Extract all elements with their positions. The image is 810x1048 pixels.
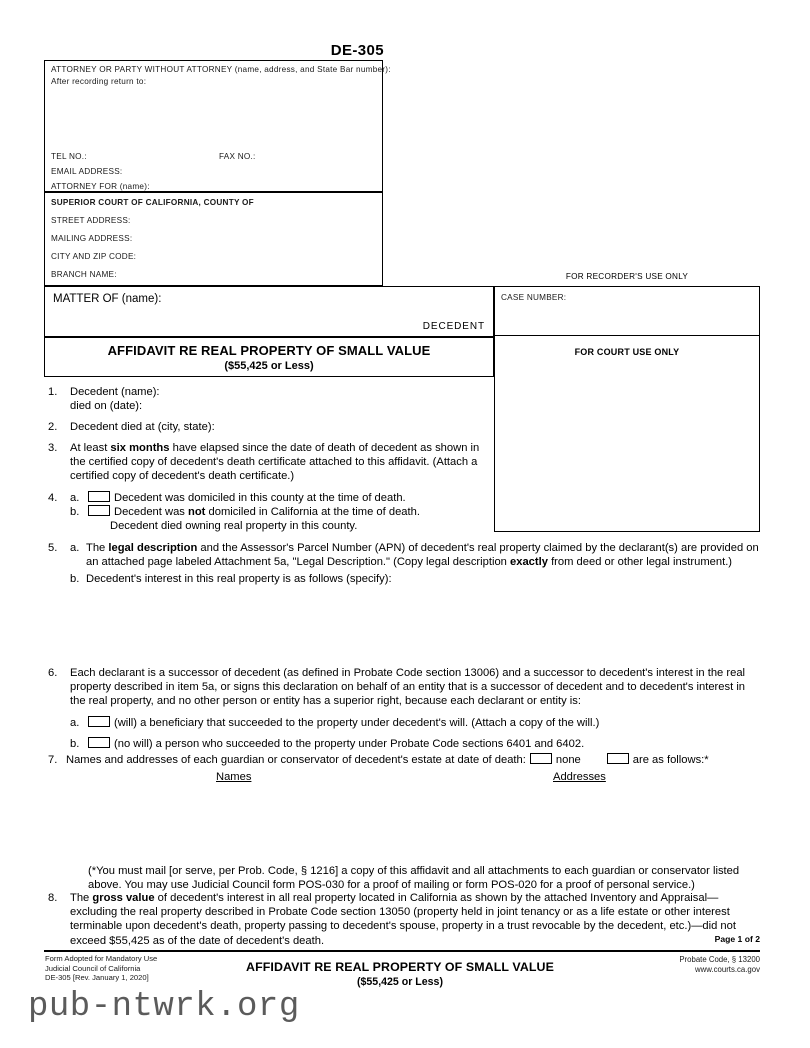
footer-form-subtitle: ($55,425 or Less) — [357, 976, 443, 988]
watermark-text: pub-ntwrk.org — [28, 988, 300, 1026]
item-5a-bold-legal-description: legal description — [108, 542, 198, 554]
item-5b-alpha: b. — [70, 573, 80, 586]
tel-no-label: TEL NO.: — [51, 152, 87, 161]
item-8-text-part2: of decedent's interest in all real property located in California as shown by the attached Inventory and Appraisal—excluding the real property described in Probate Code section 13050 (property held in joint tenancy or as a life estate or other interest terminable upon decedent's death, property passing to decedent's spouse, property in a trust revocable by the decedent, etc.)—did not exceed $55,425 as of the date of decedent's death. — [70, 892, 736, 947]
item-3 — [48, 441, 496, 484]
item-1-number: 1. — [48, 386, 58, 398]
attorney-for-label: ATTORNEY FOR (name): — [51, 182, 150, 191]
item-4b-checkbox[interactable] — [88, 505, 110, 516]
footer-divider — [44, 950, 760, 952]
item-3-bold-six-months: six months — [110, 442, 170, 454]
item-7 — [48, 753, 760, 784]
item-1-decedent-name-label: Decedent (name): — [70, 386, 160, 398]
after-recording-return-to-label: After recording return to: — [51, 77, 147, 86]
item-2-text: Decedent died at (city, state): — [70, 421, 215, 433]
footer-right-block — [679, 955, 760, 975]
footnote-text: (*You must mail [or serve, per Prob. Code, § 1216] a copy of this affidavit and all attachments to each guardian or conservator listed above. You may use Judicial Council form POS-030 for a proof of mailing or form POS-020 for a proof of personal service.) — [88, 865, 740, 892]
item-3-text-part1: At least — [70, 442, 111, 454]
item-2-number: 2. — [48, 421, 58, 433]
form-title-box — [44, 337, 494, 377]
item-6a-checkbox[interactable] — [88, 716, 110, 727]
item-6 — [48, 666, 760, 751]
item-7-are-as-follows-checkbox[interactable] — [607, 753, 629, 764]
item-2 — [48, 420, 478, 434]
item-7-addresses-column-header: Addresses — [553, 771, 606, 784]
item-6b-text: (no will) a person who succeeded to the property under Probate Code sections 6401 and 6402. — [114, 737, 585, 750]
item-4b-text-line2: Decedent died owning real property in this county. — [110, 520, 358, 533]
item-6b-checkbox[interactable] — [88, 737, 110, 748]
item-1-died-on-label: died on (date): — [70, 400, 143, 413]
item-3-text-part2: have elapsed since the date of death of decedent as shown in the certified copy of decedent's death certificate attached to this affidavit. (Attach a certified copy of decedent's death certificate.) — [70, 442, 480, 483]
footer-left-block — [45, 954, 157, 983]
form-title: AFFIDAVIT RE REAL PROPERTY OF SMALL VALUE — [107, 343, 431, 358]
item-6-text: Each declarant is a successor of decedent (as defined in Probate Code section 13006) and a successor to decedent's interest in the real property described in item 5a, or signs this declaration on behalf of an entity that is a successor of decedent and to decedent's interest in the real property, and no other person or entity has a superior right, because each declarant or entity is: — [70, 667, 746, 708]
attorney-box-header: ATTORNEY OR PARTY WITHOUT ATTORNEY (name, address, and State Bar number): — [51, 65, 391, 74]
item-8-bold-gross-value: gross value — [92, 892, 155, 904]
street-address-label: STREET ADDRESS: — [51, 216, 131, 225]
item-3-number: 3. — [48, 442, 58, 454]
item-5a-text-part2: and the Assessor's Parcel Number (APN) of decedent's real property claimed by the declarant(s) are provided on an attached page labeled Attachment 5a, "Legal Description." (Copy legal description — [86, 542, 759, 569]
item-4a-alpha: a. — [70, 492, 80, 504]
item-7-names-column-header: Names — [216, 771, 252, 784]
item-5a-bold-exactly: exactly — [510, 556, 548, 569]
footer-website: www.courts.ca.gov — [695, 965, 760, 974]
matter-of-box — [44, 286, 494, 337]
fax-no-label: FAX NO.: — [219, 152, 256, 161]
court-info-box — [44, 192, 383, 286]
item-1 — [48, 385, 478, 413]
item-6b-alpha: b. — [70, 737, 80, 750]
item-4b-text-part1: Decedent was — [114, 506, 189, 519]
court-use-box — [494, 286, 760, 532]
item-8-text-part1: The — [70, 892, 93, 904]
decedent-label: DECEDENT — [422, 321, 485, 332]
item-4a-checkbox[interactable] — [88, 491, 110, 502]
item-7-number: 7. — [48, 754, 58, 766]
item-4b-bold-not: not — [188, 506, 206, 519]
item-4a-text: Decedent was domiciled in this county at the time of death. — [114, 492, 406, 504]
footer-revision-line: DE-305 [Rev. January 1, 2020] — [45, 973, 149, 983]
item-4b-alpha: b. — [70, 506, 80, 519]
item-5a-text-part1: The — [86, 542, 109, 554]
branch-name-label: BRANCH NAME: — [51, 270, 117, 279]
footer-council-line: Judicial Council of California — [45, 963, 141, 973]
form-title-subtitle: ($55,425 or Less) — [224, 360, 314, 372]
superior-court-heading: SUPERIOR COURT OF CALIFORNIA, COUNTY OF — [51, 198, 254, 207]
form-number: DE-305 — [330, 42, 384, 59]
email-address-label: EMAIL ADDRESS: — [51, 167, 123, 176]
matter-of-label: MATTER OF (name): — [53, 293, 162, 305]
item-5a-alpha: a. — [70, 542, 80, 554]
city-zip-label: CITY AND ZIP CODE: — [51, 252, 137, 261]
item-8-number: 8. — [48, 892, 58, 904]
item-4-number: 4. — [48, 492, 58, 504]
item-5-number: 5. — [48, 542, 58, 554]
case-number-cell — [495, 287, 759, 336]
item-8 — [48, 891, 760, 948]
item-7-none-checkbox[interactable] — [530, 753, 552, 764]
footer-adopted-line: Form Adopted for Mandatory Use — [45, 954, 158, 963]
item-7-footnote — [88, 864, 760, 892]
item-6a-text: (will) a beneficiary that succeeded to the property under decedent's will. (Attach a copy of the will.) — [114, 716, 600, 729]
footer-probate-code: Probate Code, § 13200 — [679, 955, 760, 964]
case-number-label: CASE NUMBER: — [501, 293, 567, 302]
mailing-address-label: MAILING ADDRESS: — [51, 234, 133, 243]
for-court-use-only-label: FOR COURT USE ONLY — [574, 347, 680, 357]
footer-center-block — [150, 960, 650, 988]
page-number: Page 1 of 2 — [714, 934, 760, 944]
footer-form-title: AFFIDAVIT RE REAL PROPERTY OF SMALL VALUE — [246, 960, 554, 974]
item-5 — [48, 541, 760, 587]
item-7-lead-text: Names and addresses of each guardian or conservator of decedent's estate at date of death: — [66, 754, 526, 766]
item-5b-text: Decedent's interest in this real property is as follows (specify): — [86, 573, 392, 586]
item-6a-alpha: a. — [70, 716, 80, 729]
item-4b-text-part2: domiciled in California at the time of death. — [205, 506, 420, 519]
item-7-none-label: none — [555, 754, 581, 766]
item-6-number: 6. — [48, 667, 58, 679]
item-5a-text-part3: from deed or other legal instrument.) — [547, 556, 733, 569]
item-7-are-as-follows-label: are as follows:* — [632, 754, 709, 766]
attorney-info-box — [44, 60, 391, 192]
item-4 — [48, 491, 496, 534]
for-recorders-use-only-note: FOR RECORDER'S USE ONLY — [565, 272, 689, 281]
